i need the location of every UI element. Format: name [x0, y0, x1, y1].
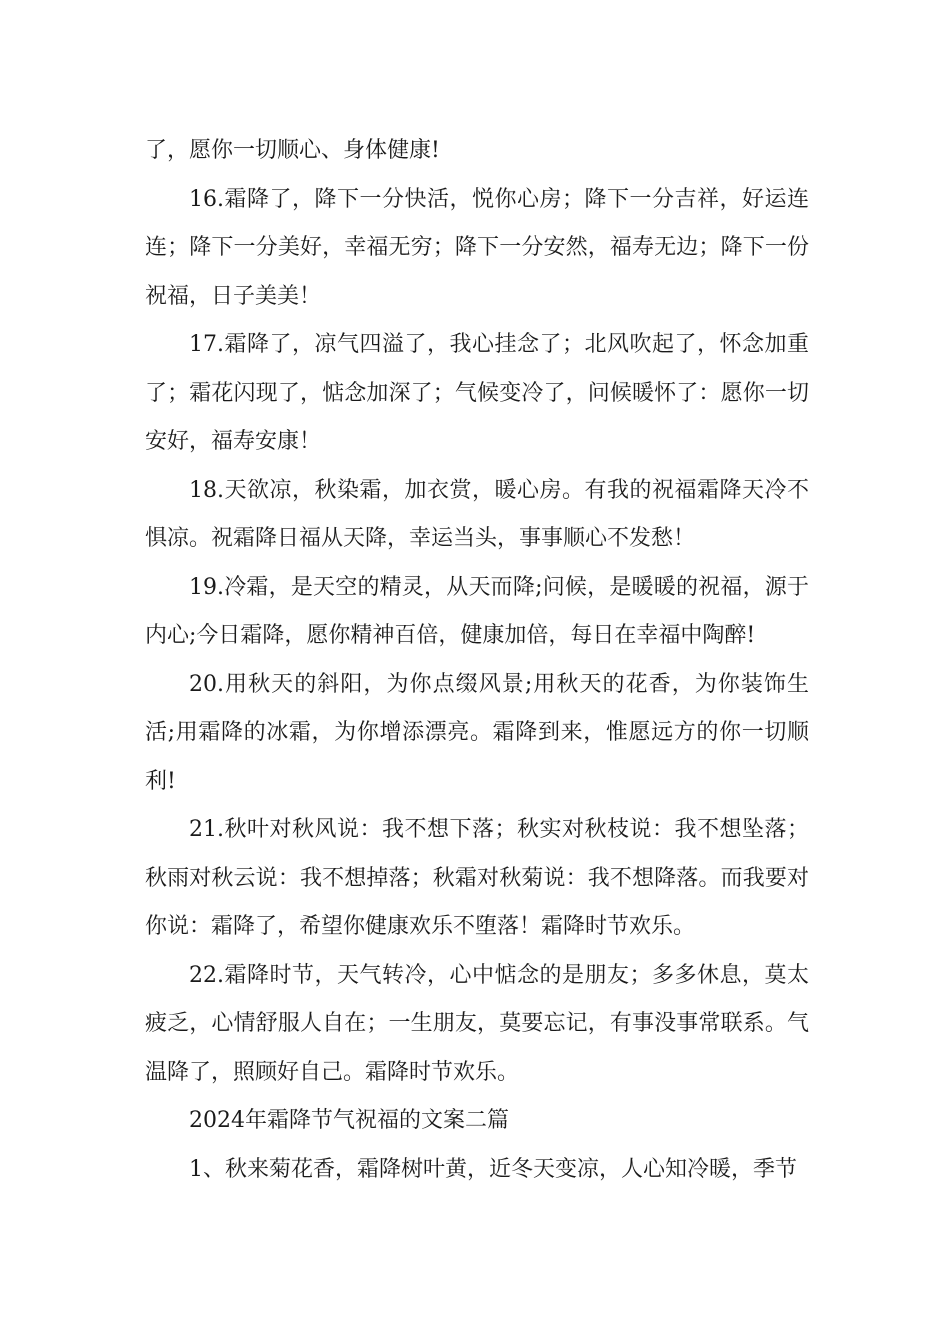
paragraph-19: 19.冷霜，是天空的精灵，从天而降;问候，是暖暖的祝福，源于内心;今日霜降，愿你精神百倍，健康加倍，每日在幸福中陶醉! [145, 574, 809, 648]
paragraph-17: 17.霜降了，凉气四溢了，我心挂念了；北风吹起了，怀念加重了；霜花闪现了，惦念加深了；气候变冷了，问候暖怀了：愿你一切安好，福寿安康！ [145, 332, 809, 454]
paragraph-16: 16.霜降了，降下一分快活，悦你心房；降下一分吉祥，好运连连；降下一分美好，幸福无穷；降下一分安然，福寿无边；降下一份祝福，日子美美！ [145, 186, 809, 309]
paragraph-continuation: 了，愿你一切顺心、身体健康! [145, 138, 440, 163]
paragraph-18: 18.天欲凉，秋染霜，加衣赏，暖心房。有我的祝福霜降天冷不惧凉。祝霜降日福从天降，幸运当头，事事顺心不发愁！ [145, 477, 809, 551]
paragraph-22: 22.霜降时节，天气转冷，心中惦念的是朋友；多多休息，莫太疲乏，心情舒服人自在；一生朋友，莫要忘记，有事没事常联系。气温降了，照顾好自己。霜降时节欢乐。 [145, 962, 809, 1085]
section-heading: 2024年霜降节气祝福的文案二篇 [189, 1108, 509, 1133]
document-body [145, 127, 809, 1194]
paragraph-21: 21.秋叶对秋风说：我不想下落；秋实对秋枝说：我不想坠落；秋雨对秋云说：我不想掉落；秋霜对秋菊说：我不想降落。而我要对你说：霜降了，希望你健康欢乐不堕落！霜降时节欢乐。 [145, 817, 809, 939]
paragraph-1: 1、秋来菊花香，霜降树叶黄，近冬天变凉，人心知冷暖，季节 [189, 1156, 797, 1182]
paragraph-20: 20.用秋天的斜阳，为你点缀风景;用秋天的花香，为你装饰生活;用霜降的冰霜，为你增添漂亮。霜降到来，惟愿远方的你一切顺利! [145, 671, 809, 794]
